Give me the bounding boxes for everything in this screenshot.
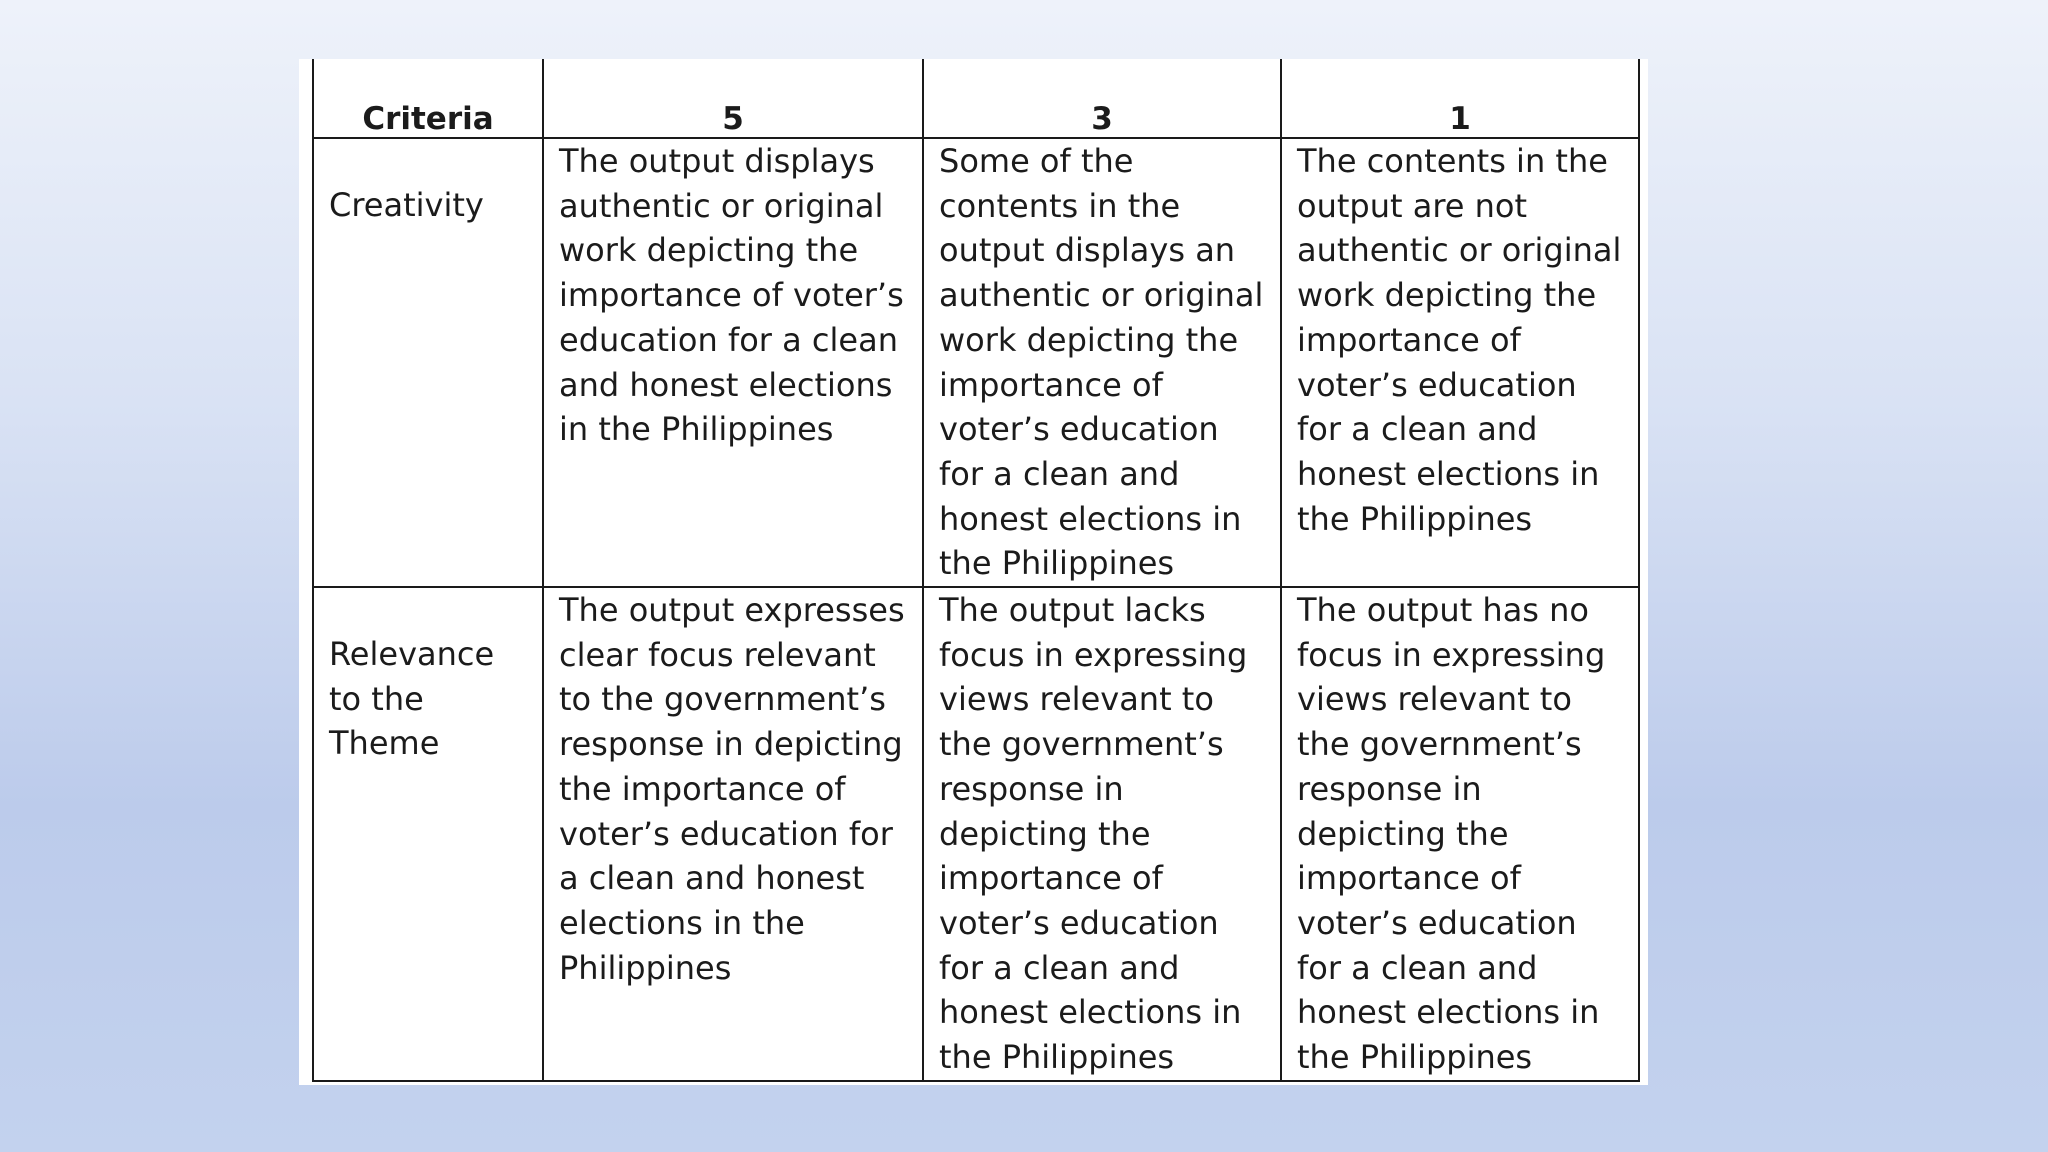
header-score-3: 3 bbox=[923, 59, 1281, 138]
rubric-table bbox=[312, 59, 1640, 1082]
criteria-cell: Creativity bbox=[313, 138, 543, 587]
score-1-cell: The contents in the output are not authentic or original work depicting the importance of voter’s education for a clean and honest elections in the Philippines bbox=[1281, 138, 1639, 587]
score-1-cell: The output has no focus in expressing views relevant to the government’s response in depicting the importance of voter’s education for a clean and honest elections in the Philippines bbox=[1281, 587, 1639, 1081]
score-3-cell: Some of the contents in the output displays an authentic or original work depicting the importance of voter’s education for a clean and honest elections in the Philippines bbox=[923, 138, 1281, 587]
header-criteria: Criteria bbox=[313, 59, 543, 138]
score-5-cell: The output displays authentic or original work depicting the importance of voter’s education for a clean and honest elections in the Philippines bbox=[543, 138, 923, 587]
slide-image-card bbox=[299, 59, 1648, 1085]
score-5-cell: The output expresses clear focus relevant to the government’s response in depicting the importance of voter’s education for a clean and honest elections in the Philippines bbox=[543, 587, 923, 1081]
table-row bbox=[313, 587, 1639, 1081]
criteria-cell: Relevance to the Theme bbox=[313, 587, 543, 1081]
score-3-cell: The output lacks focus in expressing views relevant to the government’s response in depicting the importance of voter’s education for a clean and honest elections in the Philippines bbox=[923, 587, 1281, 1081]
header-row bbox=[313, 59, 1639, 138]
table-row bbox=[313, 138, 1639, 587]
header-score-1: 1 bbox=[1281, 59, 1639, 138]
header-score-5: 5 bbox=[543, 59, 923, 138]
